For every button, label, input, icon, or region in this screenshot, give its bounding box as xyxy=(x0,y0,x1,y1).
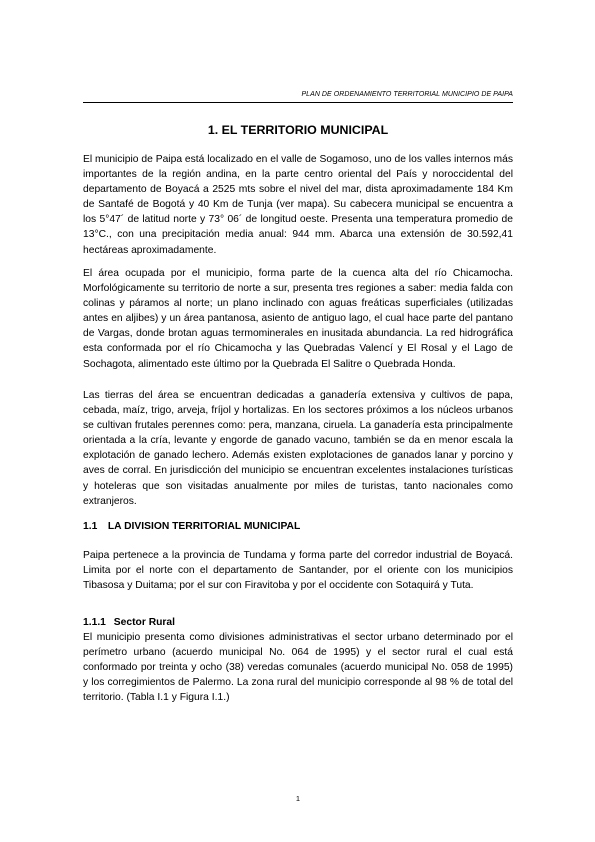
intro-paragraph-location: El municipio de Paipa está localizado en el valle de Sogamoso, uno de los valles internos más importantes de la región andina, en la parte centro oriental del País y noroccidental del departamento de Boyacá a 2525 mts sobre el nivel del mar, dista aproximadamente 184 Km de Santafé de Bogotá y 40 Km de Tunja (ver mapa). Su cabecera municipal se encuentra a los 5°47´ de latitud norte y 73° 06´ de longitud oeste. Presenta una temperatura promedio de 13°C., con una precipitación media anual: 944 mm. Abarca una extensión de 30.592,41 hectáreas aproximadamente. xyxy=(83,154,513,256)
page-number: 1 xyxy=(295,794,301,803)
intro-paragraph-morphology: El área ocupada por el municipio, forma parte de la cuenca alta del río Chicamocha. Morfológicamente su territorio de norte a sur, presenta tres regiones a saber: media falda con colinas y páramos al norte; un plano inclinado con aguas freáticas superficiales (utilizadas antes en aljibes) y un área pantanosa, asiento de antiguo lago, el cual hace parte del pantano de Vargas, donde brotan aguas termominerales en inusitada abundancia. La red hidrográfica esta conformada por el río Chicamocha y las Quebradas Valencí y El Rosal y el Lago de Sochagota, alimentado este último por la Quebrada El Salitre o Quebrada Honda. xyxy=(83,268,513,370)
section-1-1-heading xyxy=(83,519,513,534)
header-rule xyxy=(83,102,513,103)
section-1-1-1-paragraph: El municipio presenta como divisiones administrativas el sector urbano determinado por el perímetro urbano (acuerdo municipal No. 064 de 1995) y el sector rural el cual está conformado por treinta y ocho (38) veredas comunales (acuerdo municipal No. 058 de 1995) y los corregimientos de Palermo. La zona rural del municipio corresponde al 98 % de total del territorio. (Tabla I.1 y Figura I.1.) xyxy=(83,632,513,704)
chapter-title: 1. EL TERRITORIO MUNICIPAL xyxy=(207,123,389,137)
section-1-1-paragraph: Paipa pertenece a la provincia de Tundama y forma parte del corredor industrial de Boyacá. Limita por el norte con el departamento de Santander, por el oriente con los municipios Tibasosa y Duitama; por el sur con Firavitoba y por el occidente con Sotaquirá y Tuta. xyxy=(83,550,513,592)
section-1-1-1-number: 1.1.1 xyxy=(83,617,106,628)
intro-paragraph-land-use: Las tierras del área se encuentran dedicadas a ganadería extensiva y cultivos de papa, cebada, maíz, trigo, arveja, fríjol y hortalizas. En los sectores próximos a los núcleos urbanos se cultivan frutales perennes como: pera, manzana, ciruela. La ganadería esta principalmente orientada a la cría, levante y engorde de ganado vacuno, también se da en menor escala la explotación de ganado lechero. Además existen explotaciones de ganados lanar y porcino y aves de corral. En jurisdicción del municipio se encuentran excelentes instalaciones turísticas y hoteleras que son visitadas anualmente por miles de turistas, tanto nacionales como extranjeros. xyxy=(83,390,513,507)
section-1-1-number: 1.1 xyxy=(83,521,98,532)
running-header: PLAN DE ORDENAMIENTO TERRITORIAL MUNICIPIO DE PAIPA xyxy=(301,91,513,98)
section-1-1-1-title: Sector Rural xyxy=(113,617,176,628)
section-1-1-title: LA DIVISION TERRITORIAL MUNICIPAL xyxy=(107,521,301,532)
section-1-1-1-heading xyxy=(83,615,513,630)
